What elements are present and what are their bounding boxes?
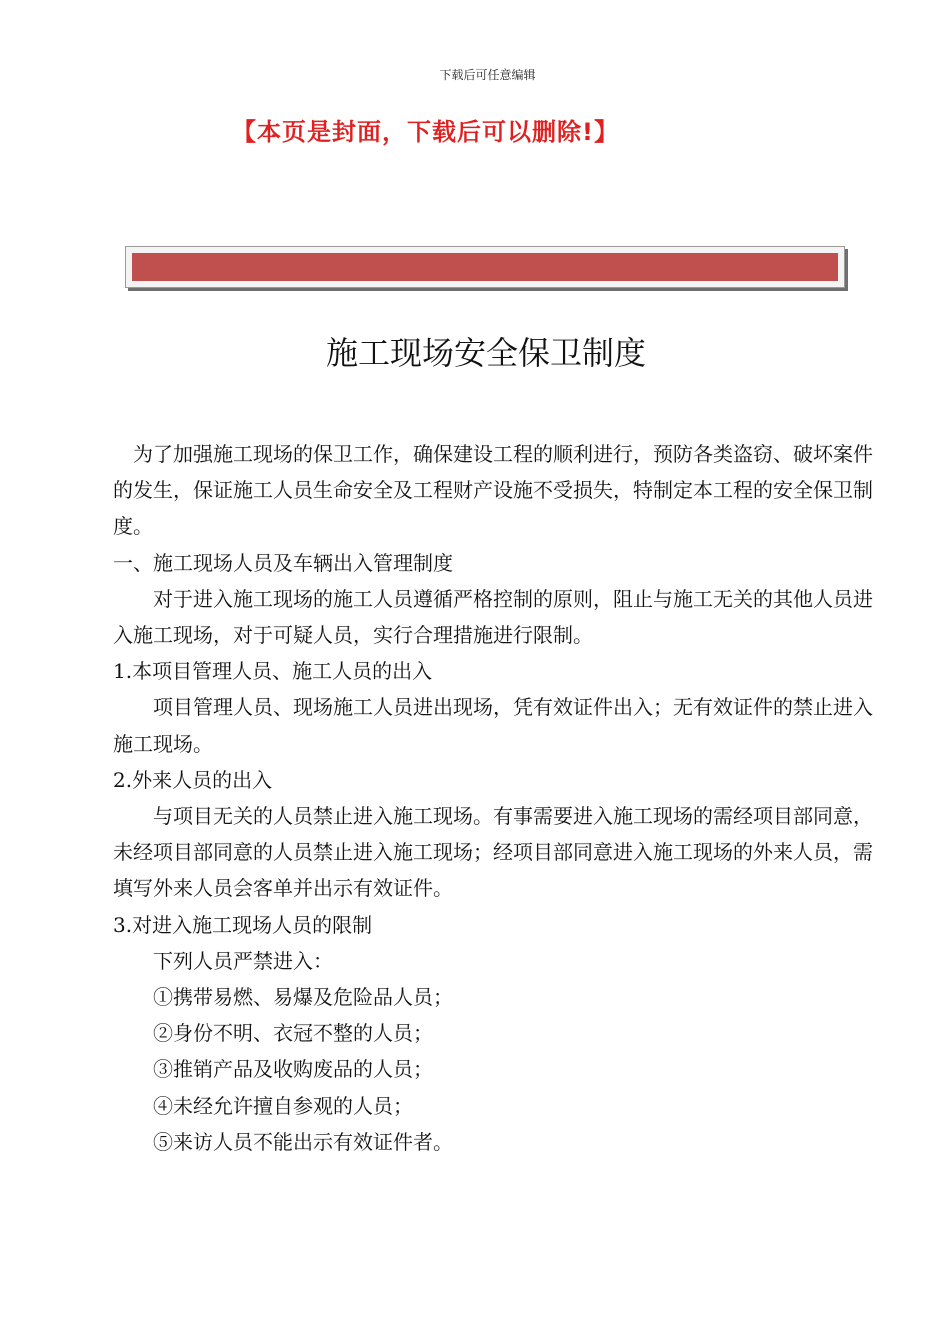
restriction-item: ②身份不明、衣冠不整的人员； <box>153 1021 433 1046</box>
section-heading: 一、施工现场人员及车辆出入管理制度 <box>113 550 453 575</box>
header-note: 下载后可任意编辑 <box>439 68 536 82</box>
restriction-item: ①携带易燃、易爆及危险品人员； <box>153 985 453 1010</box>
intro-paragraph: 为了加强施工现场的保卫工作，确保建设工程的顺利进行，预防各类盗窃、破坏案件的发生，保证施工人员生命安全及工程财产设施不受损失，特制定本工程的安全保卫制度。 <box>113 442 873 539</box>
subsection-paragraph: 项目管理人员、现场施工人员进出现场，凭有效证件出入；无有效证件的禁止进入施工现场。 <box>113 695 873 756</box>
restriction-item: ④未经允许擅自参观的人员； <box>153 1093 413 1118</box>
document-title: 施工现场安全保卫制度 <box>325 334 646 372</box>
section-paragraph: 对于进入施工现场的施工人员遵循严格控制的原则，阻止与施工无关的其他人员进入施工现场，对于可疑人员，实行合理措施进行限制。 <box>113 586 873 648</box>
subsection-heading: 3.对进入施工现场人员的限制 <box>113 912 373 937</box>
subsection-heading: 1.本项目管理人员、施工人员的出入 <box>113 659 433 684</box>
restriction-lead: 下列人员严禁进入： <box>153 948 333 973</box>
decorative-banner <box>125 246 845 288</box>
document-body <box>113 436 873 1160</box>
restriction-item: ⑤来访人员不能出示有效证件者。 <box>153 1129 453 1154</box>
subsection-paragraph: 与项目无关的人员禁止进入施工现场。有事需要进入施工现场的需经项目部同意，未经项目部同意的人员禁止进入施工现场；经项目部同意进入施工现场的外来人员，需填写外来人员会客单并出示有效证件。 <box>113 804 873 901</box>
banner-fill <box>132 253 838 281</box>
cover-notice: 【本页是封面，下载后可以删除!】 <box>232 118 619 146</box>
restriction-item: ③推销产品及收购废品的人员； <box>153 1057 433 1082</box>
subsection-heading: 2.外来人员的出入 <box>113 767 273 792</box>
